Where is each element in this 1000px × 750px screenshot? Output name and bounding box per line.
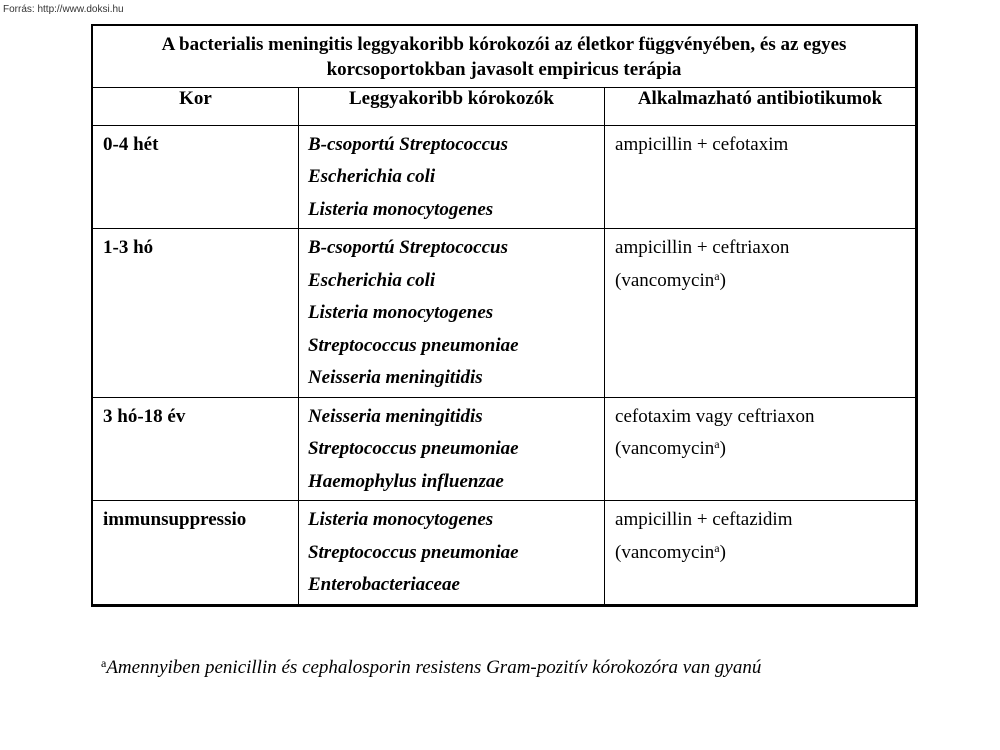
pathogens-cell: [298, 501, 604, 606]
table-row: [92, 397, 917, 501]
pathogen-name: B-csoportú Streptococcus: [307, 133, 508, 155]
footnote-ref: a: [714, 540, 720, 555]
antibiotics-cell: [605, 125, 917, 229]
pathogen-name: Escherichia coli: [307, 166, 436, 187]
pathogens-cell: [298, 229, 604, 398]
antibiotic-regimen: ampicillin + ceftriaxon: [615, 237, 790, 258]
antibiotic-regimen: cefotaxim vagy ceftriaxon: [615, 405, 815, 427]
footnote-text: Amennyiben penicillin és cephalosporin resistens Gram-pozitív kórokozóra van gyanú: [106, 657, 762, 678]
pathogen-name: Listeria monocytogenes: [307, 198, 494, 220]
alt-drug-name: (vancomycin: [615, 269, 715, 291]
alt-close: ): [719, 269, 726, 291]
pathogen-name: Escherichia coli: [307, 269, 436, 291]
pathogen-name: Neisseria meningitidis: [307, 367, 483, 388]
footnote-mark: a: [101, 656, 107, 670]
antibiotic-regimen: ampicillin + cefotaxim: [615, 133, 789, 155]
pathogen-name: Listeria monocytogenes: [307, 302, 494, 323]
table-row: [92, 501, 917, 606]
pathogen-name: Streptococcus pneumoniae: [307, 334, 519, 356]
alt-drug-name: (vancomycin: [615, 438, 715, 459]
alt-drug-name: (vancomycin: [615, 541, 715, 563]
alt-close: ): [719, 541, 726, 563]
pathogen-name: Streptococcus pneumoniae: [307, 438, 519, 459]
antibiotics-cell: [605, 397, 917, 501]
age-cell: 3 hó-18 év: [92, 397, 298, 501]
pathogen-name: B-csoportú Streptococcus: [307, 237, 508, 258]
age-cell: 0-4 hét: [92, 125, 298, 229]
footnote-ref: a: [714, 437, 720, 451]
table-row: [92, 125, 917, 229]
age-cell: 1-3 hó: [92, 229, 298, 398]
pathogen-name: Haemophylus influenzae: [307, 470, 504, 492]
meningitis-table: [91, 24, 918, 607]
alternative-antibiotic: [615, 539, 915, 572]
age-cell: immunsuppressio: [92, 501, 298, 606]
pathogens-cell: [298, 125, 604, 229]
source-label: Forrás: http://www.doksi.hu: [3, 4, 124, 15]
header-antibiotics: Alkalmazható antibiotikumok: [605, 87, 917, 125]
footnote-ref: a: [714, 268, 720, 283]
pathogen-name: Streptococcus pneumoniae: [307, 541, 519, 563]
pathogen-name: Listeria monocytogenes: [307, 509, 494, 530]
header-row: [92, 87, 917, 125]
alternative-antibiotic: [615, 267, 915, 300]
header-age: Kor: [92, 87, 298, 125]
table-body: [92, 125, 917, 605]
antibiotics-cell: [605, 229, 917, 398]
pathogen-name: Enterobacteriaceae: [307, 574, 460, 595]
table-row: [92, 229, 917, 398]
alt-close: ): [719, 438, 726, 459]
alternative-antibiotic: [615, 435, 915, 468]
antibiotics-cell: [605, 501, 917, 606]
footnote: [101, 657, 761, 679]
pathogen-name: Neisseria meningitidis: [307, 405, 483, 427]
table-title: A bacterialis meningitis leggyakoribb kórokozói az életkor függvényében, és az egyes korcsoportokban javasolt empiricus terápia: [92, 25, 917, 87]
header-pathogens: Leggyakoribb kórokozók: [298, 87, 604, 125]
antibiotic-regimen: ampicillin + ceftazidim: [615, 509, 793, 530]
pathogens-cell: [298, 397, 604, 501]
